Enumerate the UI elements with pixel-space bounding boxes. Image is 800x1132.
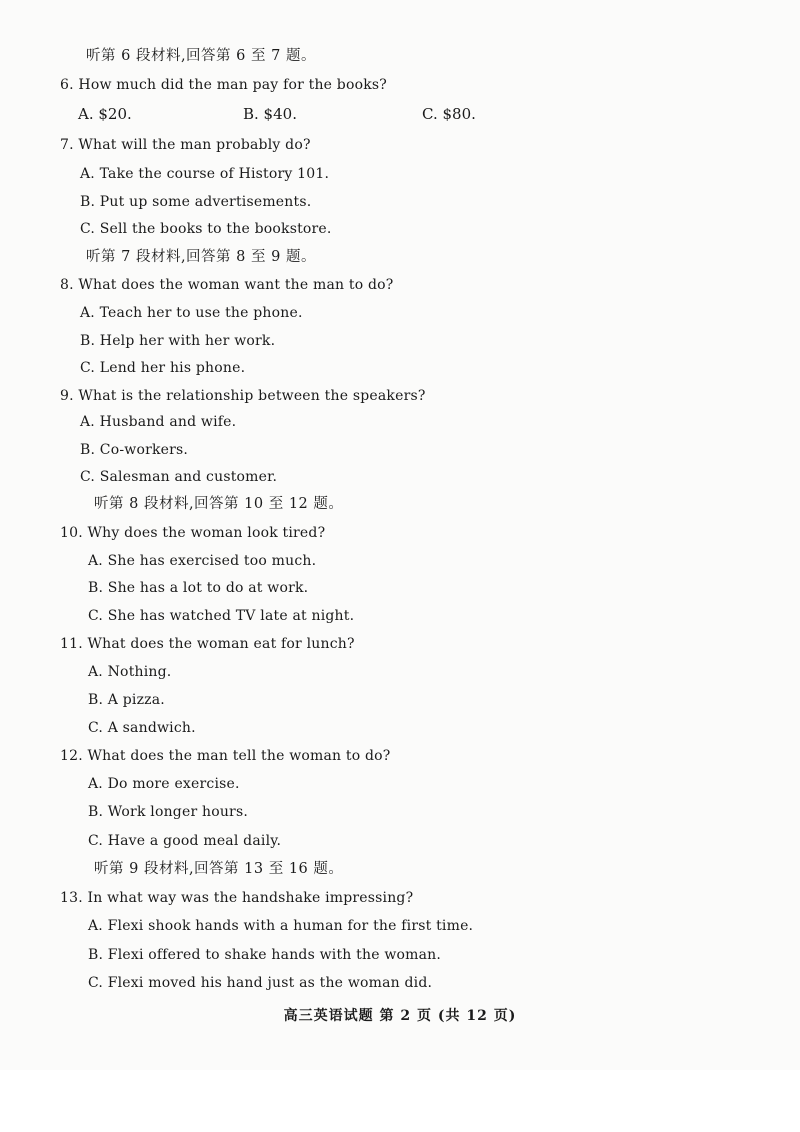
question-11-option-a: A. Nothing.	[88, 664, 172, 680]
question-6-option-a: A. $20.	[78, 105, 132, 123]
question-9-stem: 9. What is the relationship between the speakers?	[60, 388, 426, 404]
question-6-option-c: C. $80.	[422, 105, 476, 123]
section-heading-6: 听第 6 段材料,回答第 6 至 7 题。	[86, 48, 316, 64]
question-10-option-a: A. She has exercised too much.	[88, 553, 317, 569]
question-9-option-b: B. Co-workers.	[80, 442, 189, 458]
question-12-option-a: A. Do more exercise.	[88, 776, 240, 792]
question-10-option-b: B. She has a lot to do at work.	[88, 580, 309, 596]
question-12-stem: 12. What does the man tell the woman to do?	[60, 748, 391, 764]
question-11-stem: 11. What does the woman eat for lunch?	[60, 636, 355, 652]
page-footer: 高三英语试题 第 2 页 (共 12 页)	[283, 1008, 517, 1024]
question-13-stem: 13. In what way was the handshake impressing?	[60, 890, 414, 906]
question-7-option-c: C. Sell the books to the bookstore.	[80, 221, 332, 237]
question-13-option-c: C. Flexi moved his hand just as the woman did.	[88, 975, 433, 991]
question-8-stem: 8. What does the woman want the man to do?	[60, 277, 394, 293]
question-13-option-a: A. Flexi shook hands with a human for the first time.	[88, 918, 474, 934]
section-heading-9: 听第 9 段材料,回答第 13 至 16 题。	[94, 861, 344, 877]
question-8-option-c: C. Lend her his phone.	[80, 360, 246, 376]
question-7-option-b: B. Put up some advertisements.	[80, 194, 312, 210]
question-8-option-b: B. Help her with her work.	[80, 333, 276, 349]
question-8-option-a: A. Teach her to use the phone.	[80, 305, 303, 321]
question-7-option-a: A. Take the course of History 101.	[80, 166, 330, 182]
question-13-option-b: B. Flexi offered to shake hands with the woman.	[88, 947, 442, 963]
question-10-stem: 10. Why does the woman look tired?	[60, 525, 326, 541]
question-12-option-b: B. Work longer hours.	[88, 804, 248, 820]
section-heading-7: 听第 7 段材料,回答第 8 至 9 题。	[86, 249, 316, 265]
question-6-option-b: B. $40.	[243, 105, 297, 123]
section-heading-8: 听第 8 段材料,回答第 10 至 12 题。	[94, 496, 344, 512]
question-9-option-a: A. Husband and wife.	[80, 414, 237, 430]
question-6-stem: 6. How much did the man pay for the books?	[60, 77, 387, 93]
question-7-stem: 7. What will the man probably do?	[60, 137, 311, 153]
question-10-option-c: C. She has watched TV late at night.	[88, 608, 355, 624]
question-9-option-c: C. Salesman and customer.	[80, 469, 278, 485]
question-11-option-b: B. A pizza.	[88, 692, 165, 708]
question-11-option-c: C. A sandwich.	[88, 720, 196, 736]
question-12-option-c: C. Have a good meal daily.	[88, 833, 282, 849]
